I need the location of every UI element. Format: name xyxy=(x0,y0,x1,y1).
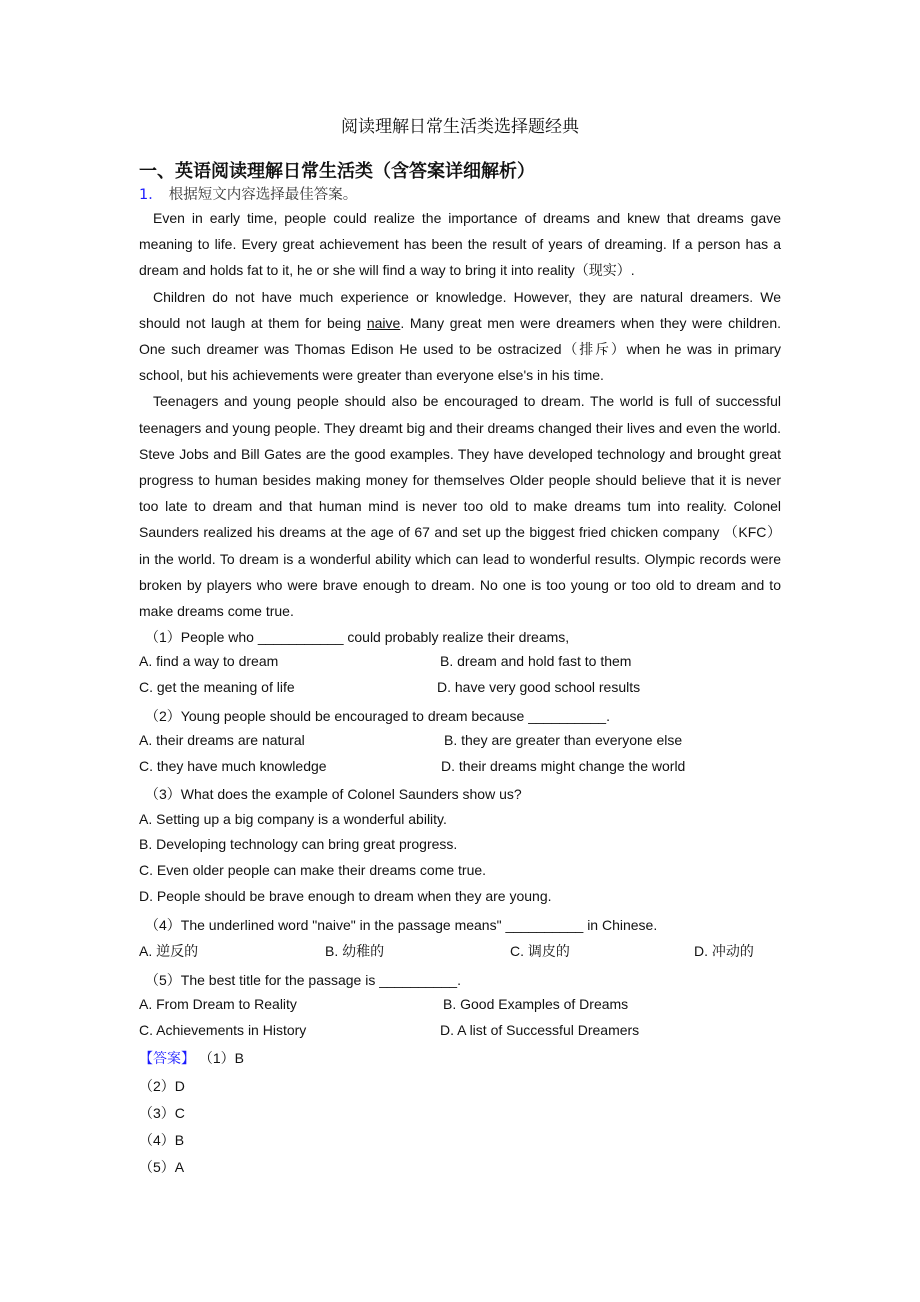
option: D. People should be brave enough to dream when they are young. xyxy=(139,888,552,904)
option: A. 逆反的 xyxy=(139,943,199,959)
passage-paragraph-3: Teenagers and young people should also be encouraged to dream. The world is full of successful teenagers and young people. They dreamt big and their dreams changed their lives and even the world. Steve Jobs and Bill Gates are the good examples. They have developed technology and brought great progress to human besides making money for themselves Older people should believe that it is never too late to dream and that human mind is never too old to make dreams tum into reality. Colonel Saunders realized his dreams at the age of 67 and set up the biggest fried chicken company （KFC） in the world. To dream is a wonderful ability which can lead to wonderful results. Olympic records were broken by players who were brave enough to dream. No one is too young or too old to dream and to make dreams come true. xyxy=(139,393,781,620)
passage xyxy=(139,205,781,624)
question-number: 1． xyxy=(139,187,163,203)
question-stem: （1）People who ___________ could probably realize their dreams, xyxy=(145,629,570,645)
option: D. A list of Successful Dreamers xyxy=(440,1022,640,1038)
option: A. find a way to dream xyxy=(139,653,279,669)
question-stem: （5）The best title for the passage is __________. xyxy=(145,972,461,988)
p2-text: Children do not have much experience or knowledge. However, they are natural dreamers. We should not laugh at them for being xyxy=(139,288,781,331)
passage-paragraph-2 xyxy=(139,284,781,389)
option: C. they have much knowledge xyxy=(139,758,327,774)
answer: （3）C xyxy=(139,1105,185,1121)
question-stem: （4）The underlined word "naive" in the passage means" __________ in Chinese. xyxy=(145,917,658,933)
option: B. Developing technology can bring great progress. xyxy=(139,836,458,852)
answer: （5）A xyxy=(139,1159,185,1175)
option: A. From Dream to Reality xyxy=(139,996,297,1012)
answer-label: 【答案】 xyxy=(139,1050,195,1066)
answer: （4）B xyxy=(139,1132,185,1148)
option: C. Even older people can make their dreams come true. xyxy=(139,862,487,878)
option: C. 调皮的 xyxy=(510,943,570,959)
question-header xyxy=(139,183,357,204)
option: B. they are greater than everyone else xyxy=(444,732,683,748)
answer: （1）B xyxy=(198,1050,245,1066)
option: D. 冲动的 xyxy=(694,943,754,959)
p2-text-after: . Many great men were dreamers when they were children. One such dreamer was Thomas Edison He used to be ostracized（排斥）when he was in primary school, but his achievements were greater than everyone else's in his time. xyxy=(139,314,781,384)
option: C. get the meaning of life xyxy=(139,679,295,695)
option: A. Setting up a big company is a wonderful ability. xyxy=(139,811,447,827)
option: B. Good Examples of Dreams xyxy=(443,996,629,1012)
instruction: 根据短文内容选择最佳答案。 xyxy=(168,187,358,203)
option: B. dream and hold fast to them xyxy=(440,653,632,669)
question-stem: （2）Young people should be encouraged to dream because __________. xyxy=(145,708,610,724)
document-title: 阅读理解日常生活类选择题经典 xyxy=(341,117,579,137)
answer: （2）D xyxy=(139,1078,185,1094)
option: D. have very good school results xyxy=(437,679,641,695)
passage-paragraph-1: Even in early time, people could realize the importance of dreams and knew that dreams gave meaning to life. Every great achievement has been the result of years of dreaming. If a person has a dream and holds fat to it, he or she will find a way to bring it into reality（现实）. xyxy=(139,210,781,279)
underlined-word: naive xyxy=(366,314,401,331)
option: C. Achievements in History xyxy=(139,1022,307,1038)
option: B. 幼稚的 xyxy=(325,943,385,959)
option: D. their dreams might change the world xyxy=(441,758,686,774)
answer-line xyxy=(139,1048,244,1068)
section-heading: 一、英语阅读理解日常生活类（含答案详细解析） xyxy=(139,161,535,182)
option: A. their dreams are natural xyxy=(139,732,305,748)
question-stem: （3）What does the example of Colonel Saunders show us? xyxy=(145,786,522,802)
